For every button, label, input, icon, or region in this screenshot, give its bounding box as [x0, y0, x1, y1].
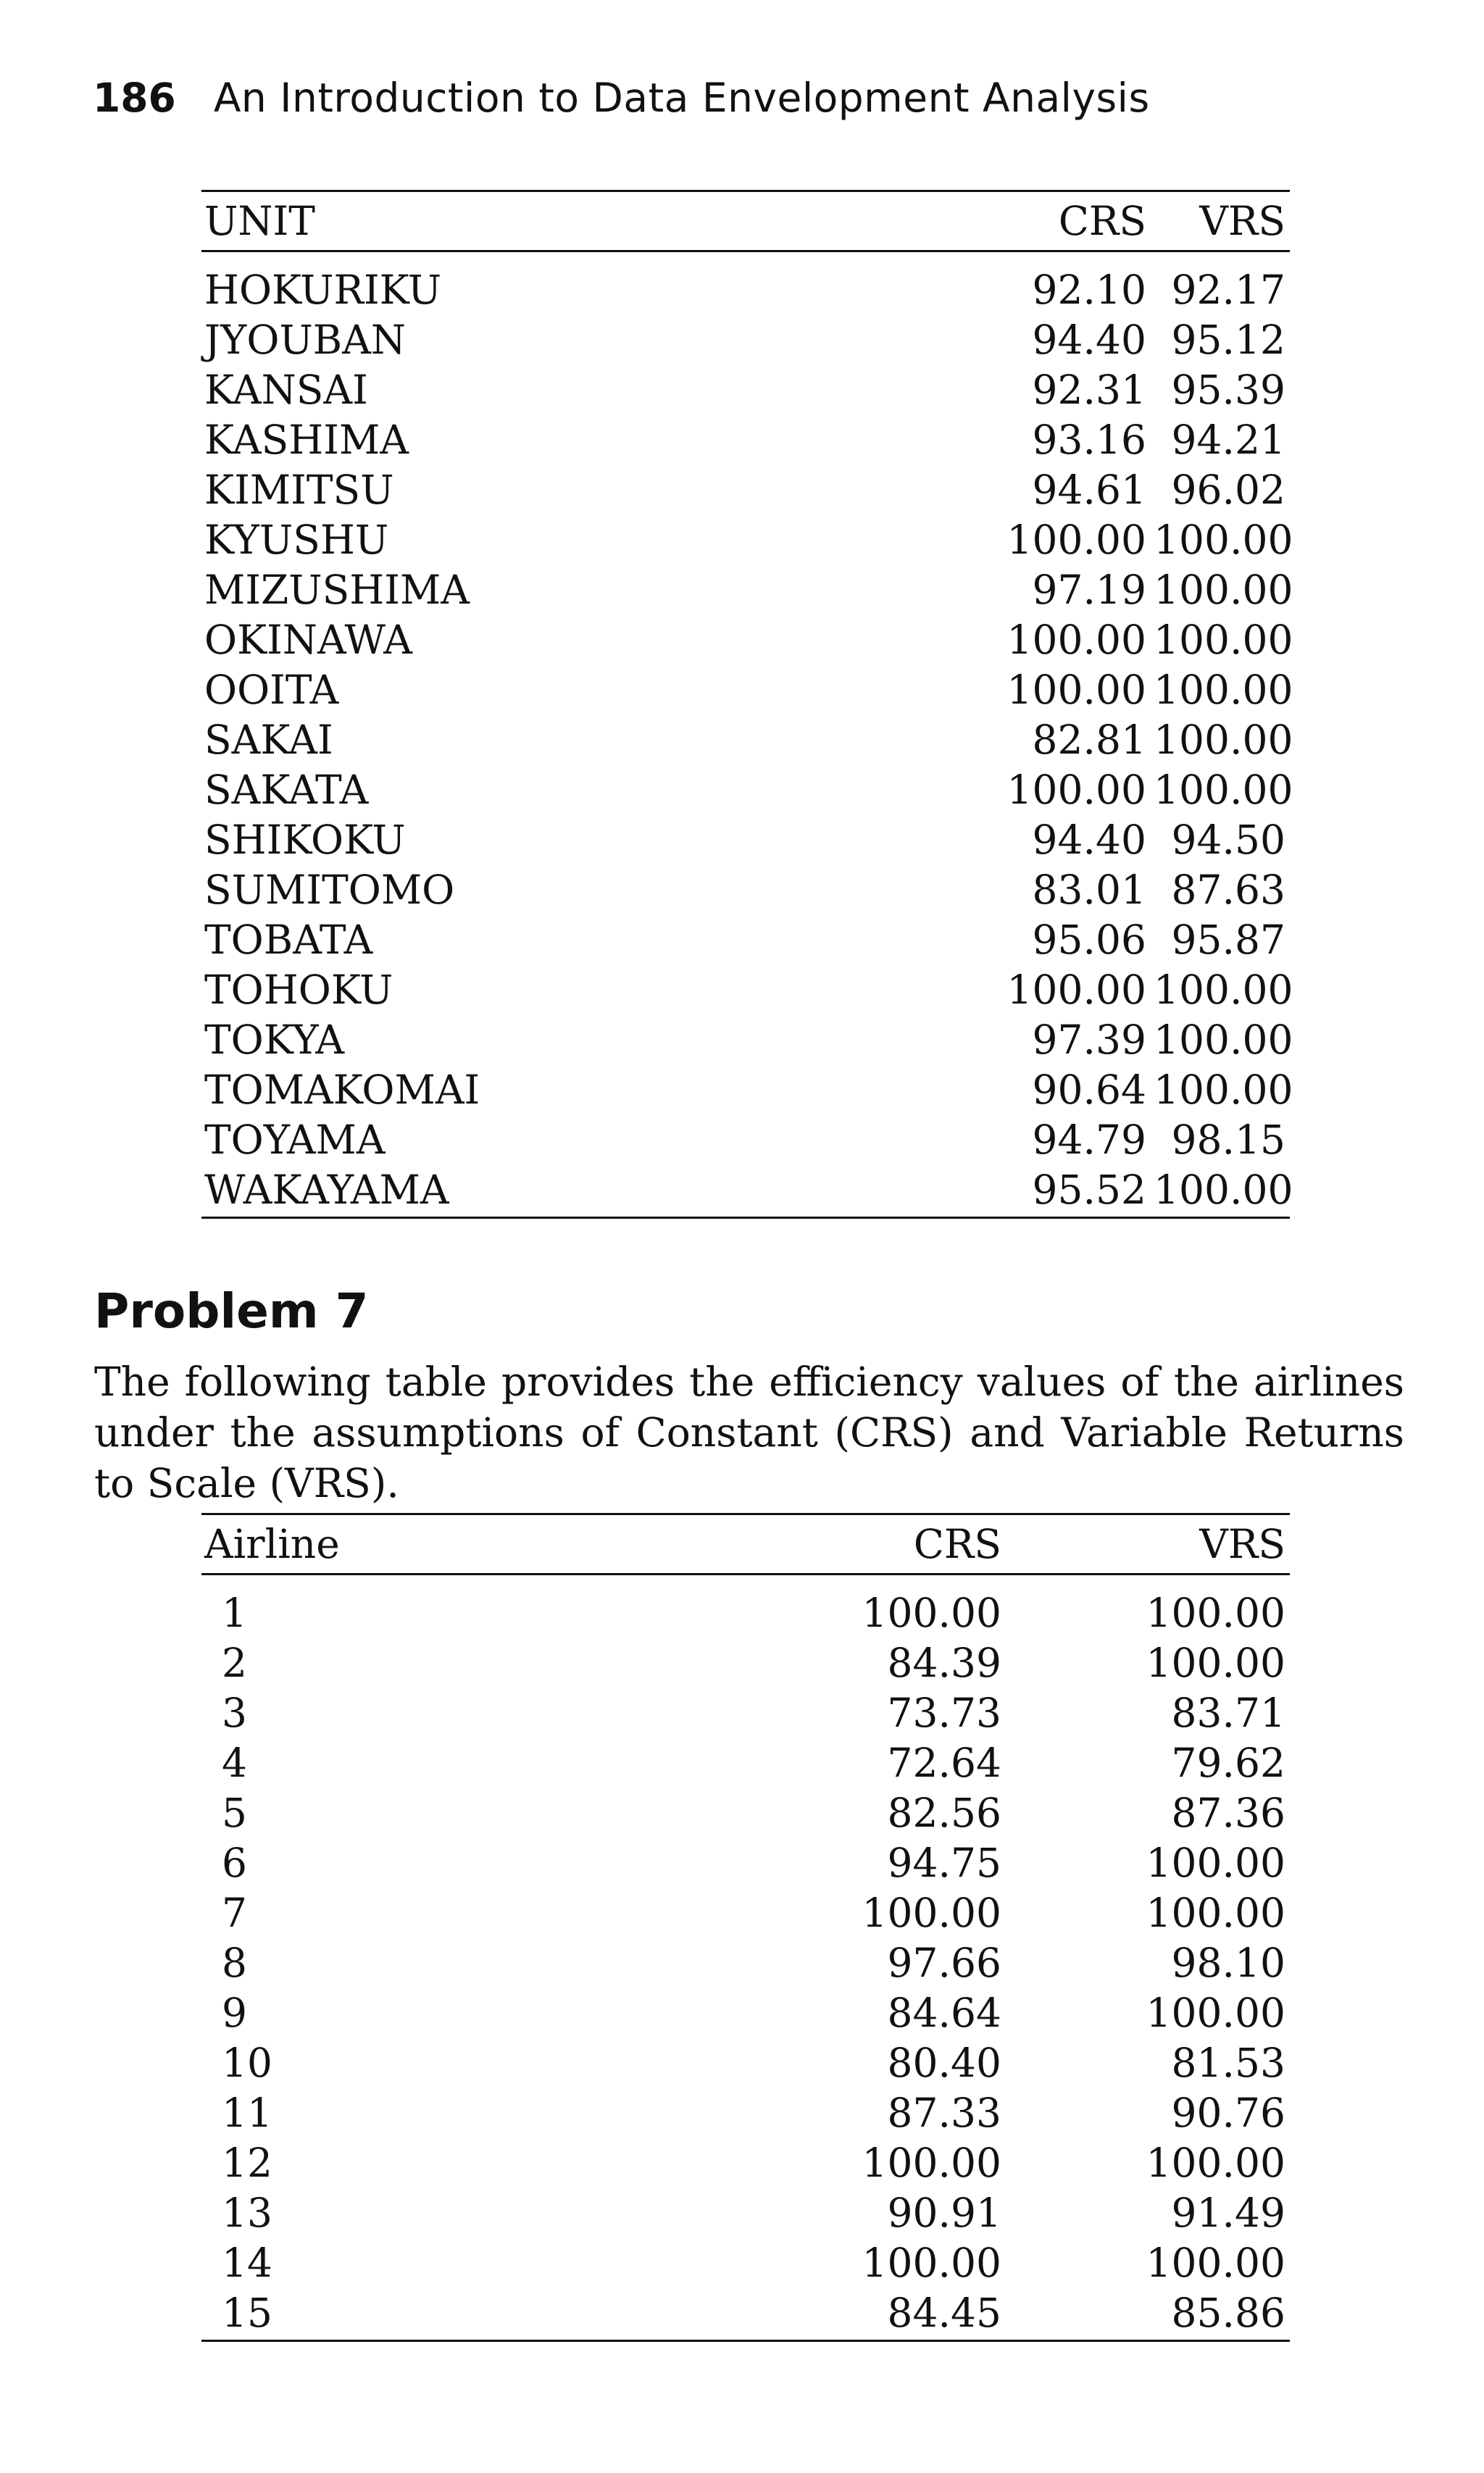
- table-row: [201, 1165, 1290, 1218]
- crs-value-cell: 100.00: [1006, 667, 1146, 713]
- crs-value-cell: 94.40: [1032, 317, 1146, 363]
- unit-name-cell: TOMAKOMAI: [204, 1067, 480, 1113]
- column-header-airline: Airline: [201, 1514, 375, 1575]
- vrs-value-cell: 100.00: [1154, 567, 1293, 613]
- airline-number-cell: 11: [222, 2090, 272, 2136]
- vrs-value-cell: 100.00: [1154, 717, 1293, 763]
- vrs-value-cell: 85.86: [1006, 2288, 1290, 2341]
- crs-value-cell: 97.66: [887, 1940, 1001, 1986]
- vrs-value-cell: 100.00: [1154, 767, 1293, 813]
- vrs-value-cell: 100.00: [1146, 1590, 1285, 1636]
- table-row: [201, 365, 1290, 415]
- problem-heading: Problem 7: [94, 1283, 369, 1339]
- table-row: [201, 251, 1290, 316]
- unit-name-cell: MIZUSHIMA: [204, 567, 470, 613]
- unit-name-cell: TOKYA: [204, 1017, 345, 1063]
- unit-name-cell: SAKAI: [204, 717, 333, 763]
- column-header-vrs: VRS: [1006, 1514, 1290, 1575]
- table-header-row: [201, 191, 1290, 251]
- unit-name-cell: OKINAWA: [204, 617, 413, 663]
- crs-value-cell: 83.01: [1032, 867, 1146, 913]
- crs-value-cell: 100.00: [1006, 767, 1146, 813]
- crs-value-cell: 100.00: [1006, 617, 1146, 663]
- crs-value-cell: 100.00: [862, 1890, 1001, 1936]
- vrs-value-cell: 90.76: [1171, 2090, 1285, 2136]
- table-header-row: [201, 1514, 1290, 1575]
- column-header-crs: CRS: [375, 1514, 1006, 1575]
- unit-name-cell: SUMITOMO: [204, 867, 455, 913]
- vrs-value-cell: 100.00: [1154, 667, 1293, 713]
- airline-number-cell: 9: [222, 1990, 247, 2036]
- table-row: [201, 1738, 1290, 1788]
- vrs-value-cell: 100.00: [1154, 617, 1293, 663]
- table-row: [201, 315, 1290, 365]
- unit-name-cell: TOBATA: [204, 917, 373, 963]
- table-row: [201, 815, 1290, 865]
- table-row: [201, 2188, 1290, 2238]
- table-row: [201, 665, 1290, 715]
- table-row: [201, 1988, 1290, 2038]
- vrs-value-cell: 100.00: [1154, 517, 1293, 563]
- table-row: [201, 615, 1290, 665]
- airline-table-body: [201, 1575, 1290, 2341]
- table-row: [201, 565, 1290, 615]
- table-row: [201, 2288, 1290, 2341]
- airline-number-cell: 3: [222, 1690, 247, 1736]
- column-header-crs: CRS: [607, 191, 1151, 251]
- crs-value-cell: 95.52: [607, 1165, 1151, 1218]
- table-row: [201, 1788, 1290, 1838]
- table-row: [201, 1688, 1290, 1738]
- table-row: [201, 2038, 1290, 2088]
- table-row: [201, 465, 1290, 515]
- table-row: [201, 865, 1290, 915]
- crs-value-cell: 92.31: [1032, 367, 1146, 413]
- crs-value-cell: 92.10: [1032, 267, 1146, 313]
- problem-text: The following table provides the efficiency values of the airlines under the assumptions of Constant (CRS) and Variable Returns to Scale (VRS).: [94, 1359, 1404, 1506]
- airline-number-cell: 6: [222, 1840, 247, 1886]
- vrs-value-cell: 94.50: [1171, 817, 1285, 863]
- crs-value-cell: 100.00: [862, 1590, 1001, 1636]
- crs-value-cell: 90.91: [887, 2190, 1001, 2236]
- crs-value-cell: 80.40: [887, 2040, 1001, 2086]
- crs-value-cell: 93.16: [1032, 417, 1146, 463]
- vrs-value-cell: 79.62: [1171, 1740, 1285, 1786]
- table-row: [201, 2088, 1290, 2138]
- table-row: [201, 1575, 1290, 1639]
- airline-number-cell: 14: [222, 2240, 272, 2286]
- crs-value-cell: 82.56: [887, 1790, 1001, 1836]
- unit-name-cell: TOHOKU: [204, 967, 393, 1013]
- vrs-value-cell: 91.49: [1171, 2190, 1285, 2236]
- vrs-value-cell: 95.12: [1171, 317, 1285, 363]
- crs-value-cell: 97.39: [1032, 1017, 1146, 1063]
- unit-name-cell: OOITA: [204, 667, 339, 713]
- crs-value-cell: 95.06: [1032, 917, 1146, 963]
- airline-number-cell: 13: [222, 2190, 272, 2236]
- vrs-value-cell: 100.00: [1146, 2140, 1285, 2186]
- crs-value-cell: 100.00: [1006, 967, 1146, 1013]
- vrs-value-cell: 92.17: [1171, 267, 1285, 313]
- table-row: [201, 715, 1290, 765]
- table-row: [201, 1838, 1290, 1888]
- unit-efficiency-table: [201, 190, 1293, 1219]
- unit-name-cell: KIMITSU: [204, 467, 394, 513]
- crs-value-cell: 90.64: [1032, 1067, 1146, 1113]
- crs-value-cell: 87.33: [887, 2090, 1001, 2136]
- crs-value-cell: 94.79: [1032, 1117, 1146, 1163]
- table-row: [201, 2238, 1290, 2288]
- unit-table-body: [201, 251, 1293, 1218]
- crs-value-cell: 84.39: [887, 1640, 1001, 1686]
- table-row: [201, 1938, 1290, 1988]
- crs-value-cell: 100.00: [862, 2240, 1001, 2286]
- table-row: [201, 1015, 1290, 1065]
- vrs-value-cell: 100.00: [1146, 2240, 1285, 2286]
- crs-value-cell: 100.00: [1006, 517, 1146, 563]
- table-row: [201, 2138, 1290, 2188]
- crs-value-cell: 72.64: [887, 1740, 1001, 1786]
- vrs-value-cell: 100.00: [1146, 1990, 1285, 2036]
- table-row: [201, 915, 1290, 965]
- vrs-value-cell: 100.00: [1146, 1890, 1285, 1936]
- airline-number-cell: 5: [222, 1790, 247, 1836]
- vrs-value-cell: 100.00: [1146, 1640, 1285, 1686]
- unit-name-cell: KANSAI: [204, 367, 368, 413]
- vrs-value-cell: 95.39: [1171, 367, 1285, 413]
- crs-value-cell: 94.61: [1032, 467, 1146, 513]
- airline-number-cell: 12: [222, 2140, 272, 2186]
- running-head: [93, 72, 1150, 123]
- airline-number-cell: 8: [222, 1940, 247, 1986]
- crs-value-cell: 84.64: [887, 1990, 1001, 2036]
- airline-number-cell: 2: [222, 1640, 247, 1686]
- unit-name-cell: KASHIMA: [204, 417, 409, 463]
- airline-number-cell: 15: [201, 2288, 375, 2341]
- unit-name-cell: TOYAMA: [204, 1117, 385, 1163]
- unit-name-cell: SAKATA: [204, 767, 369, 813]
- crs-value-cell: 97.19: [1032, 567, 1146, 613]
- vrs-value-cell: 96.02: [1171, 467, 1285, 513]
- book-title: An Introduction to Data Envelopment Analysis: [213, 75, 1150, 121]
- airline-number-cell: 10: [222, 2040, 272, 2086]
- unit-name-cell: KYUSHU: [204, 517, 389, 563]
- table-row: [201, 1888, 1290, 1938]
- table-row: [201, 1638, 1290, 1688]
- unit-name-cell: SHIKOKU: [204, 817, 406, 863]
- unit-name-cell: JYOUBAN: [204, 317, 407, 363]
- vrs-value-cell: 100.00: [1151, 1165, 1290, 1218]
- table-row: [201, 965, 1290, 1015]
- vrs-value-cell: 94.21: [1171, 417, 1285, 463]
- column-header-vrs: VRS: [1151, 191, 1290, 251]
- vrs-value-cell: 87.63: [1171, 867, 1285, 913]
- vrs-value-cell: 87.36: [1171, 1790, 1285, 1836]
- column-header-unit: UNIT: [201, 191, 607, 251]
- vrs-value-cell: 81.53: [1171, 2040, 1285, 2086]
- airline-number-cell: 1: [222, 1590, 247, 1636]
- crs-value-cell: 100.00: [862, 2140, 1001, 2186]
- vrs-value-cell: 100.00: [1154, 1017, 1293, 1063]
- crs-value-cell: 73.73: [887, 1690, 1001, 1736]
- vrs-value-cell: 98.10: [1171, 1940, 1285, 1986]
- airline-number-cell: 4: [222, 1740, 247, 1786]
- table-row: [201, 1115, 1290, 1165]
- vrs-value-cell: 100.00: [1154, 1067, 1293, 1113]
- table-row: [201, 765, 1290, 815]
- table-row: [201, 515, 1290, 565]
- vrs-value-cell: 83.71: [1171, 1690, 1285, 1736]
- crs-value-cell: 82.81: [1032, 717, 1146, 763]
- airline-efficiency-table: [201, 1513, 1290, 2342]
- table-row: [201, 1065, 1290, 1115]
- crs-value-cell: 94.75: [887, 1840, 1001, 1886]
- vrs-value-cell: 98.15: [1171, 1117, 1285, 1163]
- page-number: 186: [93, 75, 176, 121]
- unit-name-cell: HOKURIKU: [204, 267, 442, 313]
- crs-value-cell: 94.40: [1032, 817, 1146, 863]
- vrs-value-cell: 100.00: [1146, 1840, 1285, 1886]
- airline-number-cell: 7: [222, 1890, 247, 1936]
- vrs-value-cell: 95.87: [1171, 917, 1285, 963]
- table-row: [201, 415, 1290, 465]
- unit-name-cell: WAKAYAMA: [201, 1165, 607, 1218]
- vrs-value-cell: 100.00: [1154, 967, 1293, 1013]
- crs-value-cell: 84.45: [375, 2288, 1006, 2341]
